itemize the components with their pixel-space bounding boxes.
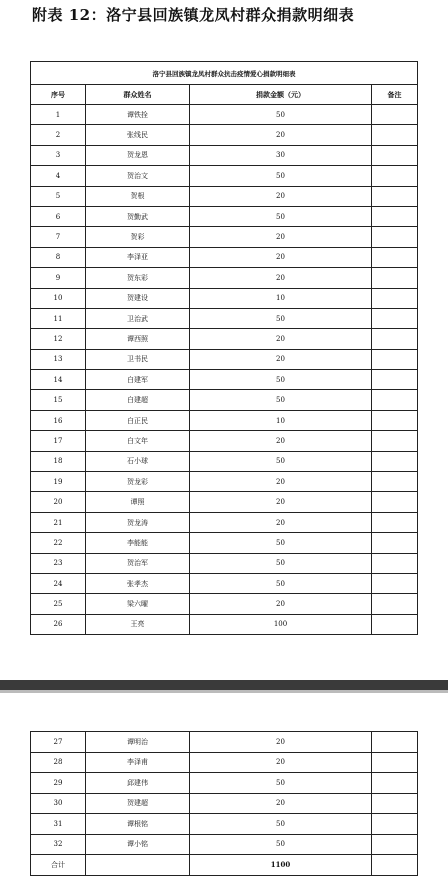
table-row [31, 451, 418, 471]
table-row [31, 186, 418, 206]
cell-amount: 20 [190, 752, 372, 773]
header-name: 群众姓名 [86, 85, 190, 105]
cell-name: 贺龙涛 [86, 512, 190, 532]
cell-index: 18 [31, 451, 86, 471]
cell-index: 19 [31, 472, 86, 492]
cell-name: 张线民 [86, 125, 190, 145]
cell-amount: 50 [190, 451, 372, 471]
cell-amount: 50 [190, 206, 372, 226]
cell-note [372, 125, 418, 145]
cell-note [372, 227, 418, 247]
cell-index: 25 [31, 594, 86, 614]
total-row [31, 855, 418, 876]
cell-note [372, 247, 418, 267]
cell-name: 白文年 [86, 431, 190, 451]
cell-amount: 20 [190, 349, 372, 369]
cell-note [372, 206, 418, 226]
cell-name: 王亮 [86, 614, 190, 634]
table-row [31, 308, 418, 328]
table-row [31, 472, 418, 492]
cell-note [372, 329, 418, 349]
cell-name: 白建超 [86, 390, 190, 410]
cell-name: 石小球 [86, 451, 190, 471]
cell-index: 17 [31, 431, 86, 451]
cell-amount: 20 [190, 125, 372, 145]
cell-name: 贺建设 [86, 288, 190, 308]
cell-name: 贺龙恩 [86, 145, 190, 165]
donation-table [30, 61, 418, 635]
cell-note [372, 614, 418, 634]
table-row [31, 594, 418, 614]
table-row [31, 390, 418, 410]
cell-index: 26 [31, 614, 86, 634]
cell-note [372, 834, 418, 855]
cell-amount: 20 [190, 431, 372, 451]
cell-amount: 50 [190, 814, 372, 835]
page-divider-shadow [0, 690, 448, 693]
cell-note [372, 145, 418, 165]
cell-amount: 50 [190, 773, 372, 794]
cell-note [372, 105, 418, 125]
table-row [31, 105, 418, 125]
cell-note [372, 308, 418, 328]
cell-name: 李泽亚 [86, 247, 190, 267]
cell-name: 贺龙彩 [86, 472, 190, 492]
cell-name: 贺彩 [86, 227, 190, 247]
cell-name: 贺根 [86, 186, 190, 206]
page-divider [0, 680, 448, 690]
cell-index: 27 [31, 732, 86, 753]
cell-note [372, 451, 418, 471]
table-row [31, 793, 418, 814]
cell-index: 29 [31, 773, 86, 794]
cell-name: 谭西照 [86, 329, 190, 349]
cell-note [372, 533, 418, 553]
cell-index: 13 [31, 349, 86, 369]
cell-amount: 50 [190, 553, 372, 573]
cell-index: 21 [31, 512, 86, 532]
cell-index: 11 [31, 308, 86, 328]
cell-note [372, 370, 418, 390]
table-row [31, 206, 418, 226]
cell-note [372, 268, 418, 288]
total-amount: 1100 [190, 855, 372, 876]
cell-amount: 50 [190, 533, 372, 553]
cell-note [372, 752, 418, 773]
header-index: 序号 [31, 85, 86, 105]
cell-amount: 50 [190, 370, 372, 390]
cell-index: 14 [31, 370, 86, 390]
table-row [31, 329, 418, 349]
cell-name: 贺东彩 [86, 268, 190, 288]
cell-amount: 100 [190, 614, 372, 634]
cell-name: 谭明治 [86, 732, 190, 753]
table-row [31, 814, 418, 835]
cell-amount: 20 [190, 492, 372, 512]
cell-name: 贺治军 [86, 553, 190, 573]
cell-name: 邱建伟 [86, 773, 190, 794]
table-row [31, 512, 418, 532]
cell-index: 10 [31, 288, 86, 308]
table-row [31, 349, 418, 369]
total-name-empty [86, 855, 190, 876]
cell-amount: 20 [190, 227, 372, 247]
cell-amount: 10 [190, 288, 372, 308]
cell-amount: 50 [190, 105, 372, 125]
table-caption-row [31, 62, 418, 85]
header-note: 备注 [372, 85, 418, 105]
donation-table-continued [30, 731, 418, 876]
cell-index: 9 [31, 268, 86, 288]
table-row [31, 732, 418, 753]
cell-amount: 20 [190, 186, 372, 206]
cell-note [372, 594, 418, 614]
page-title: 附表 12：洛宁县回族镇龙凤村群众捐款明细表 [32, 6, 355, 24]
table-row [31, 431, 418, 451]
table-row [31, 614, 418, 634]
cell-amount: 30 [190, 145, 372, 165]
cell-name: 贺勤武 [86, 206, 190, 226]
cell-index: 4 [31, 166, 86, 186]
cell-name: 白正民 [86, 410, 190, 430]
table-row [31, 227, 418, 247]
cell-name: 白建军 [86, 370, 190, 390]
cell-amount: 50 [190, 390, 372, 410]
header-amount: 捐款金额（元） [190, 85, 372, 105]
cell-note [372, 390, 418, 410]
cell-amount: 10 [190, 410, 372, 430]
table-caption: 洛宁县回族镇龙凤村群众抗击疫情爱心捐款明细表 [31, 62, 418, 85]
cell-note [372, 773, 418, 794]
cell-index: 16 [31, 410, 86, 430]
cell-name: 谭照 [86, 492, 190, 512]
cell-name: 谭小铭 [86, 834, 190, 855]
cell-note [372, 553, 418, 573]
cell-index: 32 [31, 834, 86, 855]
cell-note [372, 472, 418, 492]
table-row [31, 125, 418, 145]
cell-index: 12 [31, 329, 86, 349]
cell-name: 贺治文 [86, 166, 190, 186]
cell-index: 24 [31, 573, 86, 593]
cell-amount: 20 [190, 512, 372, 532]
cell-amount: 20 [190, 472, 372, 492]
table-row [31, 288, 418, 308]
table-row [31, 247, 418, 267]
table-row [31, 533, 418, 553]
cell-note [372, 793, 418, 814]
cell-index: 8 [31, 247, 86, 267]
cell-note [372, 512, 418, 532]
cell-name: 梁六曜 [86, 594, 190, 614]
cell-name: 卫书民 [86, 349, 190, 369]
cell-index: 2 [31, 125, 86, 145]
cell-name: 贺建超 [86, 793, 190, 814]
cell-index: 22 [31, 533, 86, 553]
cell-index: 7 [31, 227, 86, 247]
cell-index: 5 [31, 186, 86, 206]
cell-amount: 50 [190, 308, 372, 328]
cell-index: 6 [31, 206, 86, 226]
table-row [31, 492, 418, 512]
cell-index: 3 [31, 145, 86, 165]
cell-amount: 50 [190, 166, 372, 186]
cell-amount: 20 [190, 329, 372, 349]
table-row [31, 834, 418, 855]
table-row [31, 268, 418, 288]
cell-note [372, 814, 418, 835]
cell-name: 张孝杰 [86, 573, 190, 593]
table-row [31, 145, 418, 165]
table-row [31, 573, 418, 593]
cell-note [372, 573, 418, 593]
total-note [372, 855, 418, 876]
cell-index: 30 [31, 793, 86, 814]
cell-note [372, 492, 418, 512]
cell-name: 谭根铭 [86, 814, 190, 835]
table-body-page2 [31, 732, 418, 855]
cell-index: 15 [31, 390, 86, 410]
cell-name: 谭铁拴 [86, 105, 190, 125]
total-label: 合计 [31, 855, 86, 876]
table-row [31, 773, 418, 794]
cell-amount: 20 [190, 247, 372, 267]
cell-note [372, 410, 418, 430]
cell-index: 28 [31, 752, 86, 773]
cell-name: 李泽甫 [86, 752, 190, 773]
cell-note [372, 166, 418, 186]
table-row [31, 410, 418, 430]
table-row [31, 553, 418, 573]
cell-amount: 20 [190, 732, 372, 753]
cell-index: 1 [31, 105, 86, 125]
cell-note [372, 431, 418, 451]
cell-note [372, 732, 418, 753]
cell-index: 20 [31, 492, 86, 512]
cell-amount: 20 [190, 594, 372, 614]
cell-note [372, 186, 418, 206]
cell-name: 卫治武 [86, 308, 190, 328]
cell-amount: 20 [190, 793, 372, 814]
cell-amount: 50 [190, 573, 372, 593]
table-row [31, 752, 418, 773]
table-body-page1 [31, 105, 418, 635]
cell-index: 31 [31, 814, 86, 835]
cell-name: 李能能 [86, 533, 190, 553]
cell-index: 23 [31, 553, 86, 573]
header-row [31, 85, 418, 105]
cell-amount: 20 [190, 268, 372, 288]
cell-note [372, 349, 418, 369]
table-row [31, 166, 418, 186]
table-row [31, 370, 418, 390]
cell-amount: 50 [190, 834, 372, 855]
cell-note [372, 288, 418, 308]
